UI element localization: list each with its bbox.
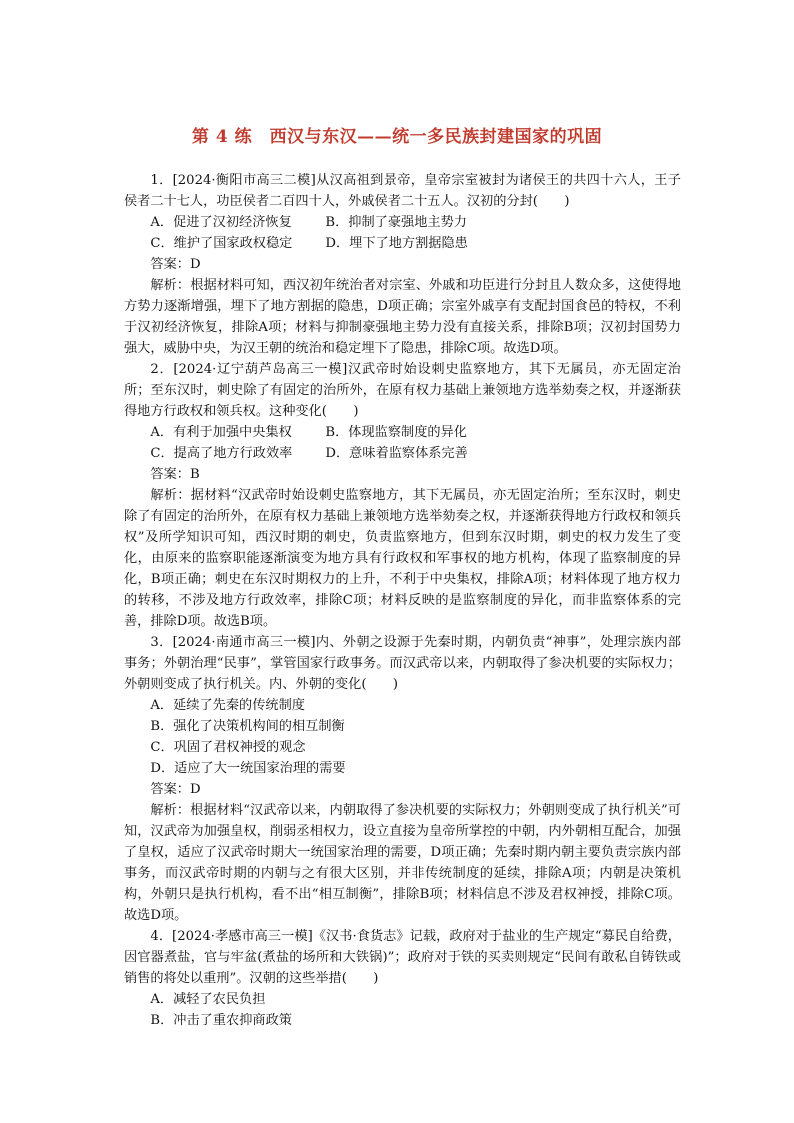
page-title: 第 4 练 西汉与东汉——统一多民族封建国家的巩固 (191, 127, 603, 147)
question-3-analysis: 解析：根据材料“汉武帝以来，内朝取得了参决机要的实际权力；外朝则变成了执行机关”可知，汉武帝为加强皇权，削弱丞相权力，设立直接为皇帝所掌控的中朝，内外朝相互配合，加强了皇权，适应了汉武帝时期大一统国家治理的需要，D项正确；先秦时期内朝主要负责宗族内部事务，而汉武帝时期的内朝与之有很大区别，并非传统制度的延续，排除A项；内朝是决策机构，外朝只是执行机构，看不出“相互制衡”，排除B项；材料信息不涉及君权神授，排除C项。故选D项。 (124, 803, 681, 923)
question-2-answer: 答案：B (150, 467, 200, 482)
option-a: A．减轻了农民负担 (150, 992, 266, 1007)
option-a: A．有利于加强中央集权 (150, 425, 292, 440)
question-1-options-row-2 (124, 233, 681, 254)
option-c: C．巩固了君权神授的观念 (150, 740, 306, 755)
question-2-options-row-2 (124, 443, 681, 464)
option-c: C．维护了国家政权稳定 (150, 236, 293, 251)
option-c: C．提高了地方行政效率 (150, 446, 293, 461)
question-1-answer: 答案：D (150, 257, 201, 272)
option-a: A．延续了先秦的传统制度 (150, 698, 305, 713)
option-d: D．埋下了地方割据隐患 (325, 236, 468, 251)
option-d: D．适应了大一统国家治理的需要 (150, 761, 346, 776)
question-2-analysis: 解析：据材料“汉武帝时始设刺史监察地方，其下无属员，亦无固定治所；至东汉时，刺史除了有固定的治所外，在原有权力基础上兼领地方选举劾奏之权，并逐渐获得地方行政权和领兵权”及所学知识可知，西汉时期的刺史，负责监察地方，但到东汉时期，刺史的权力发生了变化，由原来的监察职能逐渐演变为地方具有行政权和军事权的地方机构，体现了监察制度的异化，B项正确；刺史在东汉时期权力的上升，不利于中央集权，排除A项；材料体现了地方权力的转移，不涉及地方行政效率，排除C项；材料反映的是监察制度的异化，而非监察体系的完善，排除D项。故选B项。 (124, 488, 681, 629)
question-2-options-row-1 (124, 422, 681, 443)
option-d: D．意味着监察体系完善 (325, 446, 468, 461)
option-b: B．冲击了重农抑商政策 (150, 1013, 292, 1028)
question-3-answer: 答案：D (150, 782, 201, 797)
option-b: B．体现监察制度的异化 (325, 425, 467, 440)
option-a: A．促进了汉初经济恢复 (150, 215, 292, 230)
option-b: B．强化了决策机构间的相互制衡 (150, 719, 345, 734)
option-b: B．抑制了豪强地主势力 (325, 215, 467, 230)
question-4-stem: 4．[2024·孝感市高三一模]《汉书·食货志》记载，政府对于盐业的生产规定“募民自给费，因官器煮盐，官与牢盆(煮盐的场所和大铁锅)”；政府对于铁的买卖则规定“民间有敢私自铸铁或销售的将处以重刑”。汉朝的这些举措( ) (124, 929, 681, 986)
question-list (124, 170, 681, 1031)
question-3-stem: 3．[2024·南通市高三一模]内、外朝之设源于先秦时期，内朝负责“神事”，处理宗族内部事务；外朝治理“民事”，掌管国家行政事务。而汉武帝以来，内朝取得了参决机要的实际权力；外朝则变成了执行机关。内、外朝的变化( ) (124, 635, 681, 692)
question-2-stem: 2．[2024·辽宁葫芦岛高三一模]汉武帝时始设刺史监察地方，其下无属员，亦无固定治所；至东汉时，刺史除了有固定的治所外，在原有权力基础上兼领地方选举劾奏之权，并逐渐获得地方行政权和领兵权。这种变化( ) (124, 362, 681, 419)
question-1-analysis: 解析：根据材料可知，西汉初年统治者对宗室、外戚和功臣进行分封且人数众多，这使得地方势力逐渐增强，埋下了地方割据的隐患，D项正确；宗室外戚享有支配封国食邑的特权，不利于汉初经济恢复，排除A项；材料与抑制豪强地主势力没有直接关系，排除B项；汉初封国势力强大，威胁中央，为汉王朝的统治和稳定埋下了隐患，排除C项。故选D项。 (124, 278, 681, 356)
question-1-options-row-1 (124, 212, 681, 233)
question-1-stem: 1．[2024·衡阳市高三二模]从汉高祖到景帝，皇帝宗室被封为诸侯王的共四十六人，王子侯者二十七人，功臣侯者二百四十人，外戚侯者二十五人。汉初的分封( ) (124, 173, 681, 209)
